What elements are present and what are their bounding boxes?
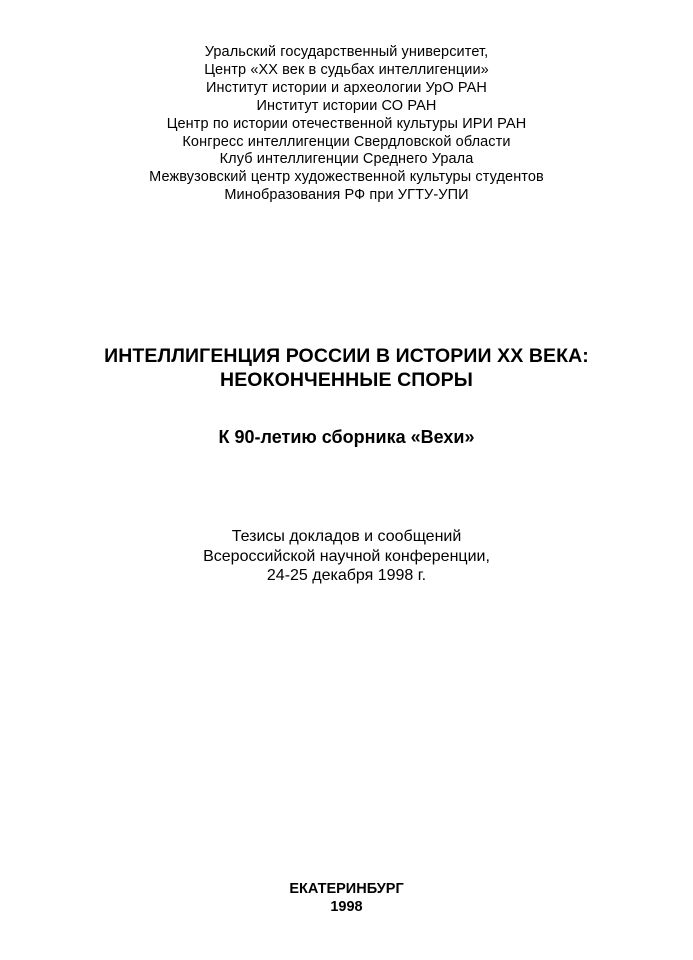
book-title-line-1: ИНТЕЛЛИГЕНЦИЯ РОССИИ В ИСТОРИИ XX ВЕКА: [104,345,589,367]
organization-line: Минобразования РФ при УГТУ-УПИ [224,187,469,204]
organization-line: Клуб интеллигенции Среднего Урала [219,151,474,168]
publication-year: 1998 [330,899,363,915]
conference-description-line-2: Всероссийской научной конференции, [203,547,490,565]
conference-description-line-1: Тезисы докладов и сообщений [231,528,462,545]
imprint [0,880,693,916]
organization-line: Межвузовский центр художественной культуры студентов [149,169,544,186]
conference-description-line-3: 24-25 декабря 1998 г. [266,567,427,584]
publication-city: ЕКАТЕРИНБУРГ [289,881,404,897]
organization-line: Центр по истории отечественной культуры ИРИ РАН [166,115,527,132]
book-subtitle: К 90-летию сборника «Вехи» [218,427,475,447]
organizations-list [0,44,693,205]
conference-description [0,527,693,586]
organization-line: Институт истории СО РАН [256,97,437,114]
organization-line: Институт истории и археологии УрО РАН [206,79,487,96]
book-title [0,344,693,392]
organization-line: Конгресс интеллигенции Свердловской области [182,133,511,150]
organization-line: Центр «XX век в судьбах интеллигенции» [204,61,489,78]
book-title-line-2: НЕОКОНЧЕННЫЕ СПОРЫ [220,369,473,391]
organization-line: Уральский государственный университет, [204,44,489,60]
